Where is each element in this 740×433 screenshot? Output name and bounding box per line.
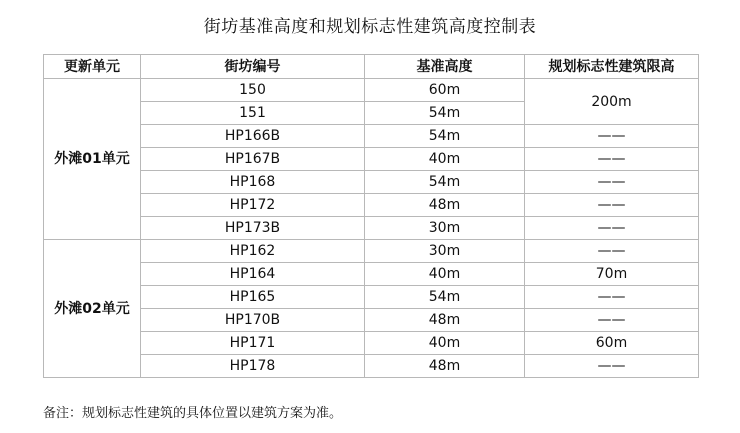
landmark-limit-cell: ——: [525, 217, 699, 240]
base-height-cell: 54m: [365, 171, 525, 194]
block-cell: HP162: [141, 240, 365, 263]
header-row: [44, 55, 699, 79]
landmark-limit-cell: 70m: [525, 263, 699, 286]
base-height-cell: 54m: [365, 125, 525, 148]
base-height-cell: 54m: [365, 102, 525, 125]
table-row: [44, 148, 699, 171]
header-landmark-limit: 规划标志性建筑限高: [525, 55, 699, 79]
landmark-limit-cell: ——: [525, 309, 699, 332]
table-row: [44, 217, 699, 240]
base-height-cell: 40m: [365, 148, 525, 171]
base-height-cell: 30m: [365, 240, 525, 263]
landmark-limit-cell: ——: [525, 286, 699, 309]
unit-cell: 外滩01单元: [44, 79, 141, 240]
table-row: [44, 194, 699, 217]
block-cell: HP173B: [141, 217, 365, 240]
unit-cell: 外滩02单元: [44, 240, 141, 378]
header-block: 街坊编号: [141, 55, 365, 79]
landmark-limit-cell: 200m: [525, 79, 699, 125]
base-height-cell: 54m: [365, 286, 525, 309]
table-row: [44, 263, 699, 286]
block-cell: HP165: [141, 286, 365, 309]
table-row: [44, 286, 699, 309]
block-cell: HP170B: [141, 309, 365, 332]
block-cell: HP167B: [141, 148, 365, 171]
base-height-cell: 40m: [365, 263, 525, 286]
base-height-cell: 48m: [365, 355, 525, 378]
table-row: [44, 355, 699, 378]
base-height-cell: 48m: [365, 194, 525, 217]
block-cell: 150: [141, 79, 365, 102]
landmark-limit-cell: ——: [525, 125, 699, 148]
table-row: [44, 79, 699, 102]
base-height-cell: 60m: [365, 79, 525, 102]
footnote: 备注：规划标志性建筑的具体位置以建筑方案为准。: [43, 406, 343, 421]
table-row: [44, 332, 699, 355]
base-height-cell: 48m: [365, 309, 525, 332]
landmark-limit-cell: 60m: [525, 332, 699, 355]
header-base-height: 基准高度: [365, 55, 525, 79]
table-row: [44, 171, 699, 194]
table-title: 街坊基准高度和规划标志性建筑高度控制表: [203, 17, 537, 37]
block-cell: HP171: [141, 332, 365, 355]
table-row: [44, 309, 699, 332]
height-control-table: [43, 54, 699, 378]
landmark-limit-cell: ——: [525, 355, 699, 378]
block-cell: HP164: [141, 263, 365, 286]
block-cell: HP166B: [141, 125, 365, 148]
base-height-cell: 30m: [365, 217, 525, 240]
table-row: [44, 125, 699, 148]
block-cell: 151: [141, 102, 365, 125]
landmark-limit-cell: ——: [525, 171, 699, 194]
landmark-limit-cell: ——: [525, 240, 699, 263]
table-row: [44, 240, 699, 263]
landmark-limit-cell: ——: [525, 194, 699, 217]
base-height-cell: 40m: [365, 332, 525, 355]
header-unit: 更新单元: [44, 55, 141, 79]
block-cell: HP168: [141, 171, 365, 194]
block-cell: HP178: [141, 355, 365, 378]
landmark-limit-cell: ——: [525, 148, 699, 171]
block-cell: HP172: [141, 194, 365, 217]
